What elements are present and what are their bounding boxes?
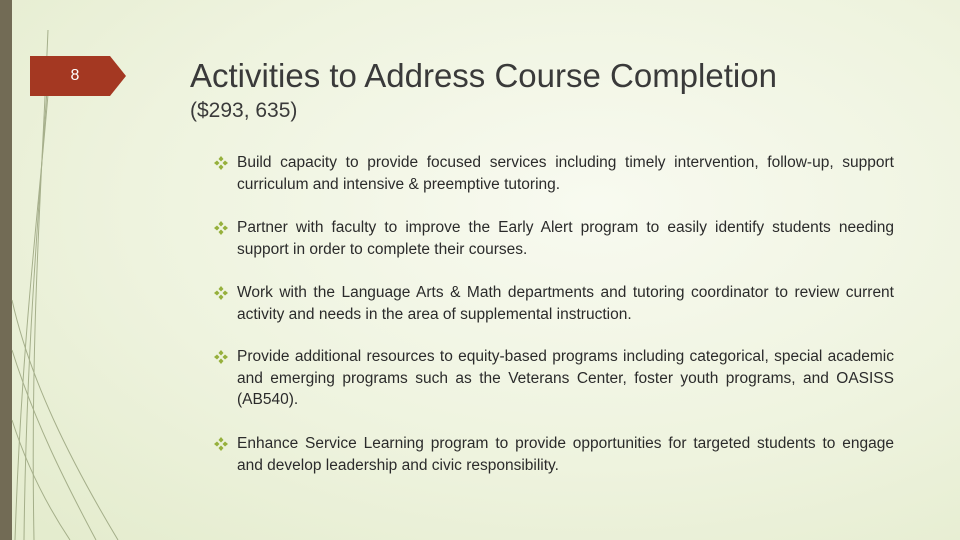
slide-number-tab — [30, 56, 126, 96]
slide-number: 8 — [70, 67, 80, 84]
bullet-text: Work with the Language Arts & Math departments and tutoring coordinator to review current activity and needs in the area of supplemental instruction. — [237, 284, 894, 323]
diamond-bullet-icon — [214, 221, 228, 235]
bullet-item — [214, 433, 894, 476]
bullet-item — [214, 282, 894, 325]
bullet-item — [214, 152, 894, 195]
diamond-bullet-icon — [214, 286, 228, 300]
bullet-text: Partner with faculty to improve the Early Alert program to easily identify students needing support in order to complete their courses. — [237, 219, 894, 258]
bullet-text: Provide additional resources to equity-based programs including categorical, special academic and emerging programs such as the Veterans Center, foster youth programs, and OASISS (AB540). — [237, 348, 894, 408]
bullet-item — [214, 217, 894, 260]
bullet-text: Enhance Service Learning program to provide opportunities for targeted students to engage and develop leadership and civic responsibility. — [237, 435, 894, 474]
diamond-bullet-icon — [214, 350, 228, 364]
diamond-bullet-icon — [214, 437, 228, 451]
diamond-bullet-icon — [214, 156, 228, 170]
slide-title: Activities to Address Course Completion — [190, 57, 777, 94]
slide-subtitle: ($293, 635) — [190, 99, 298, 122]
bullet-item — [214, 346, 894, 411]
bullet-text: Build capacity to provide focused services including timely intervention, follow-up, support curriculum and intensive & preemptive tutoring. — [237, 154, 894, 193]
